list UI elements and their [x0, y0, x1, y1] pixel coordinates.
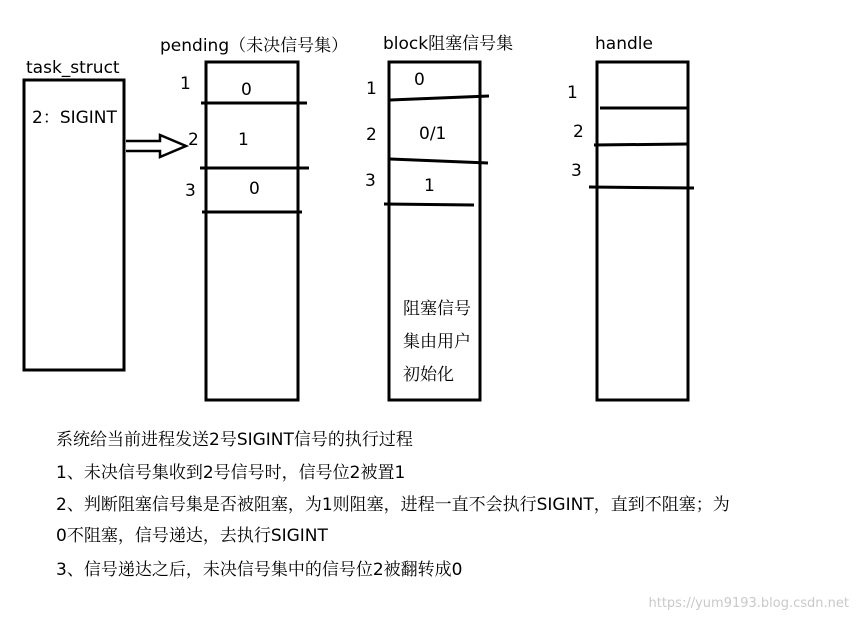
- block-index-2: 2: [366, 125, 377, 145]
- task-struct-title: task_struct: [26, 58, 120, 78]
- pending-box: [206, 62, 298, 400]
- pending-value-1: 0: [241, 80, 252, 100]
- block-value-1: 0: [414, 70, 425, 90]
- description-line-3: 2、判断阻塞信号集是否被阻塞，为1则阻塞，进程一直不会执行SIGINT，直到不阻塞；为: [56, 495, 730, 515]
- handle-divider-2: [594, 144, 688, 145]
- pending-index-3: 3: [185, 181, 196, 201]
- block-value-2: 0/1: [419, 124, 447, 144]
- handle-index-1: 1: [567, 83, 578, 103]
- block-note-line-1: 阻塞信号: [403, 299, 471, 319]
- pending-value-2: 1: [238, 130, 249, 150]
- block-index-1: 1: [366, 79, 377, 99]
- block-note-line-2: 集由用户: [403, 332, 471, 352]
- block-value-3: 1: [424, 176, 435, 196]
- block-divider-1: [390, 96, 489, 100]
- handle-index-2: 2: [573, 122, 584, 142]
- handle-divider-3: [589, 187, 694, 188]
- description-line-2: 1、未决信号集收到2号信号时，信号位2被置1: [56, 463, 406, 483]
- block-title: block阻塞信号集: [383, 34, 514, 54]
- block-index-3: 3: [365, 171, 376, 191]
- block-divider-3: [384, 204, 474, 205]
- handle-index-3: 3: [571, 161, 582, 181]
- watermark: https://yum9193.blog.csdn.net: [648, 596, 849, 611]
- handle-title: handle: [595, 34, 653, 54]
- description-line-1: 系统给当前进程发送2号SIGINT信号的执行过程: [56, 430, 413, 450]
- description-line-5: 3、信号递达之后，未决信号集中的信号位2被翻转成0: [56, 560, 463, 580]
- task-struct-content: 2：SIGINT: [32, 108, 117, 128]
- description-line-4: 0不阻塞，信号递达，去执行SIGINT: [56, 526, 328, 546]
- pending-title: pending（未决信号集）: [160, 36, 349, 56]
- handle-box: [597, 62, 688, 400]
- pending-index-1: 1: [180, 74, 191, 94]
- pending-value-3: 0: [249, 179, 260, 199]
- block-note-line-3: 初始化: [403, 365, 454, 385]
- pending-index-2: 2: [188, 130, 199, 150]
- block-divider-2: [390, 159, 488, 163]
- arrow-to-pending: [126, 135, 186, 157]
